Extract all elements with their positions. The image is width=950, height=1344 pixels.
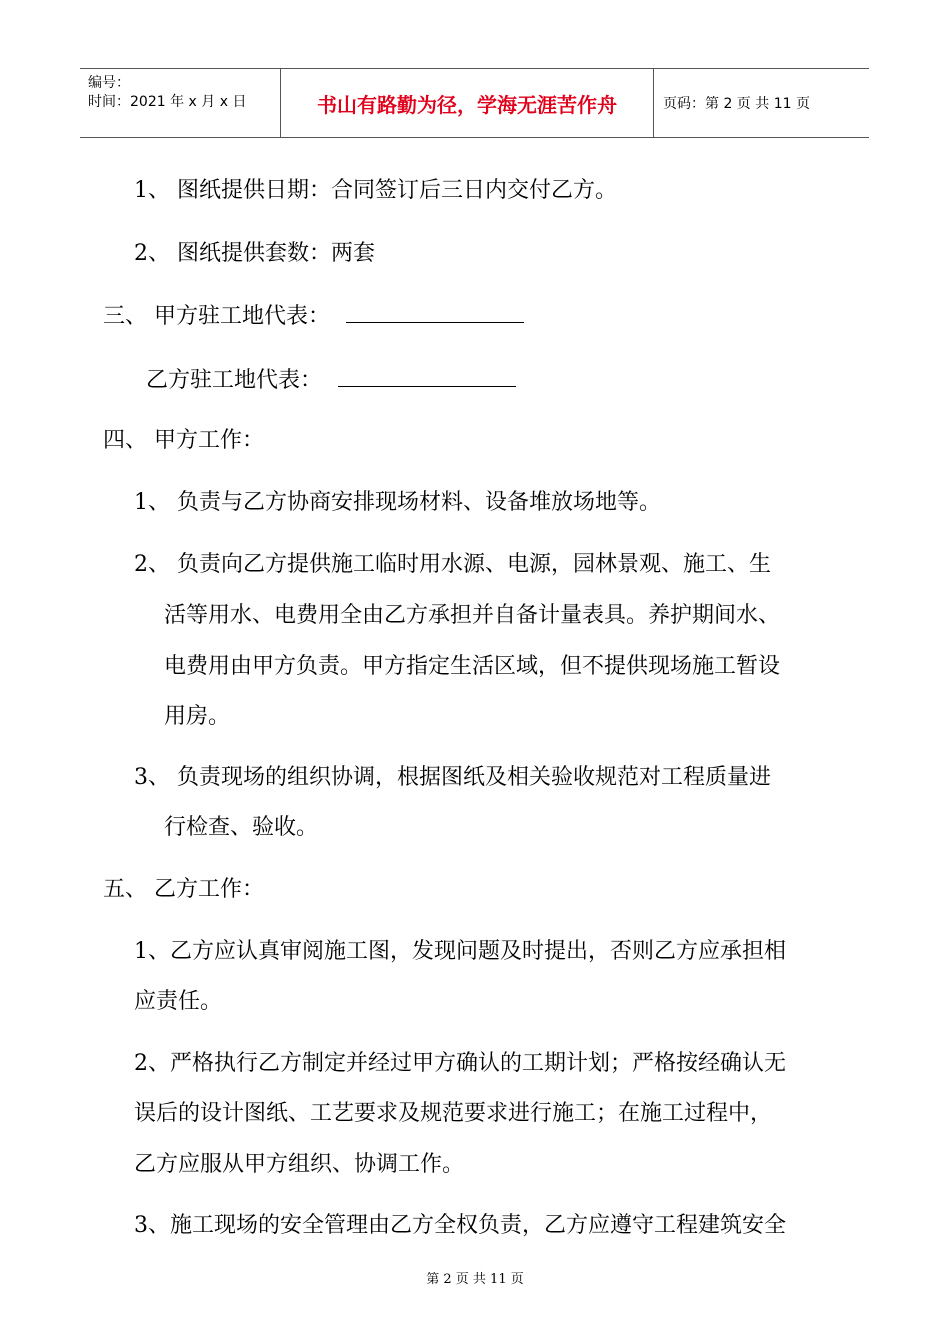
text-line: 误后的设计图纸、工艺要求及规范要求进行施工；在施工过程中， <box>134 1101 773 1126</box>
text-line: 2、严格执行乙方制定并经过甲方确认的工期计划；严格按经确认无 <box>134 1051 786 1076</box>
section-heading: 四、 甲方工作： <box>103 428 264 453</box>
header-motto: 书山有路勤为径，学海无涯苦作舟 <box>281 69 654 137</box>
text-line: 1、 负责与乙方协商安排现场材料、设备堆放场地等。 <box>134 490 661 515</box>
text-line: 应责任。 <box>134 989 223 1014</box>
text-line: 1、 图纸提供日期：合同签订后三日内交付乙方。 <box>134 178 617 203</box>
text-line: 行检查、验收。 <box>164 815 319 840</box>
text-line: 活等用水、电费用全由乙方承担并自备计量表具。养护期间水、 <box>164 603 781 628</box>
page-footer: 第 2 页 共 11 页 <box>426 1272 524 1287</box>
text-line-with-blank <box>103 304 524 330</box>
header-page-number: 页码：第 2 页 共 11 页 <box>663 96 810 112</box>
text-line: 2、 负责向乙方提供施工临时用水源、电源，园林景观、施工、生 <box>134 552 771 577</box>
number-label: 编号： <box>88 75 130 91</box>
section-heading: 五、 乙方工作： <box>103 877 264 902</box>
text-line: 用房。 <box>164 704 231 729</box>
page-header <box>80 68 869 138</box>
signature-blank <box>346 304 524 323</box>
text-line: 乙方驻工地代表： <box>146 368 323 393</box>
text-line: 乙方应服从甲方组织、协调工作。 <box>134 1152 465 1177</box>
text-line: 三、 甲方驻工地代表： <box>103 304 330 329</box>
text-line: 电费用由甲方负责。甲方指定生活区域，但不提供现场施工暂设 <box>164 654 781 679</box>
time-label: 时间：2021 年 x 月 x 日 <box>88 94 247 110</box>
header-meta <box>80 69 281 137</box>
text-line: 1、乙方应认真审阅施工图，发现问题及时提出，否则乙方应承担相 <box>134 939 786 964</box>
text-line-with-blank <box>146 368 516 394</box>
text-line: 2、 图纸提供套数：两套 <box>134 241 375 266</box>
text-line: 3、施工现场的安全管理由乙方全权负责，乙方应遵守工程建筑安全 <box>134 1213 786 1238</box>
signature-blank <box>338 368 516 387</box>
text-line: 3、 负责现场的组织协调，根据图纸及相关验收规范对工程质量进 <box>134 765 771 790</box>
